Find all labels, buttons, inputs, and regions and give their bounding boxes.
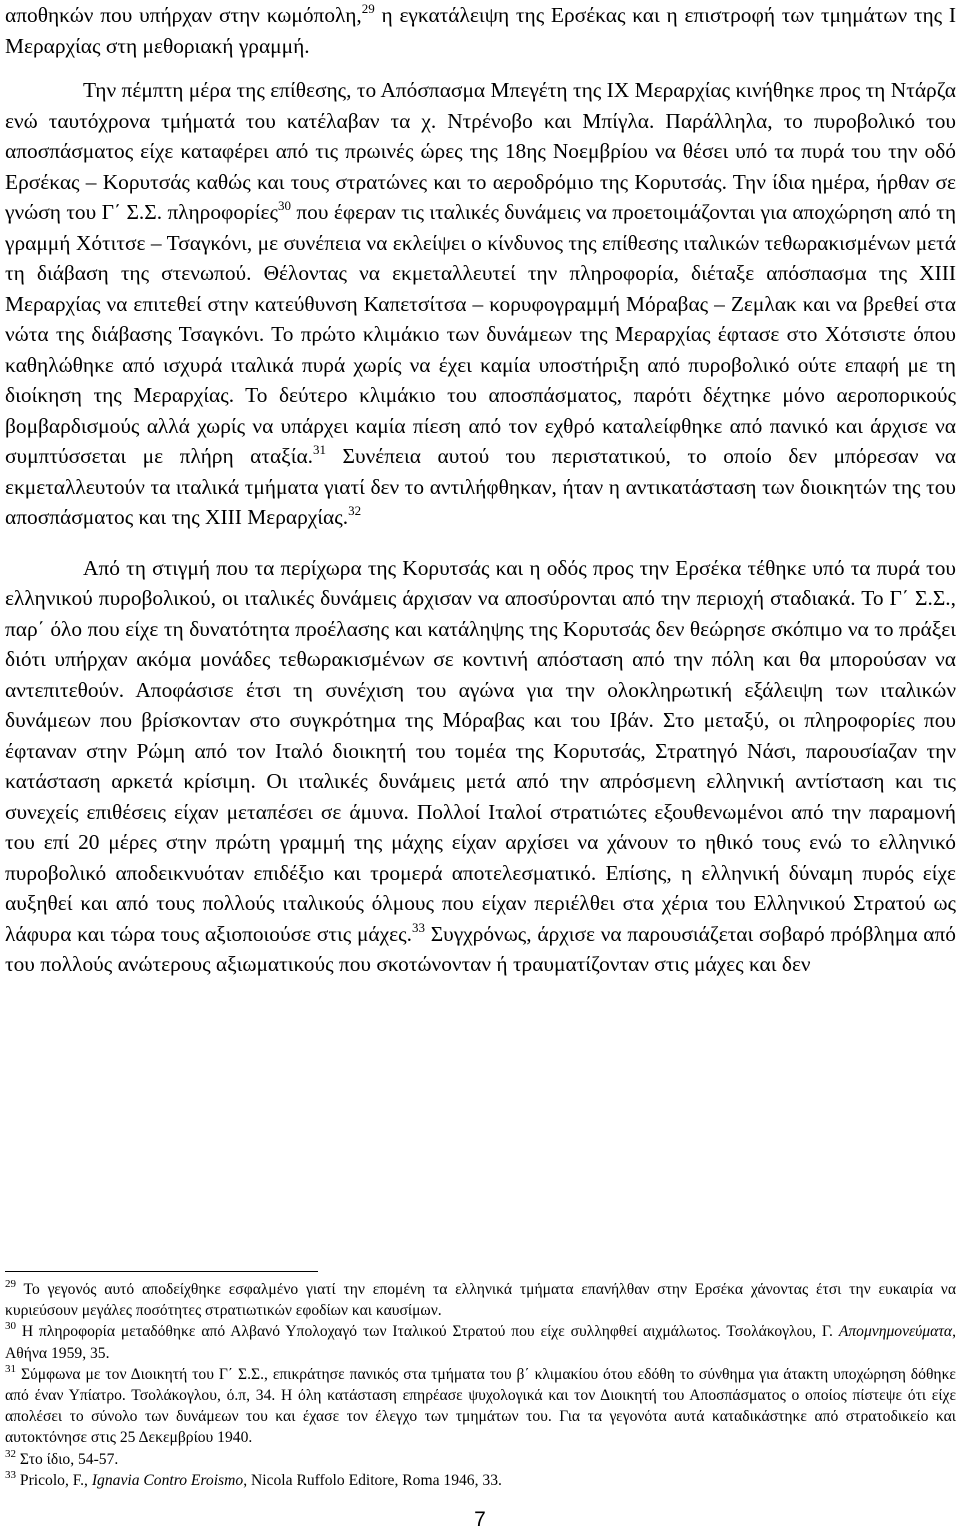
- paragraph-text: Από τη στιγμή που τα περίχωρα της Κορυτσάς και η οδός προς την Ερσέκα τέθηκε υπό τα πυρά του ελληνικού πυροβολικού, οι ιταλικές δυνάμεις άρχισαν να αποσύρονται από την περιοχή σταδιακά. Το Γ΄ Σ.Σ., παρ΄ όλο που είχε τη δυνατότητα προέλασης και κατάληψης της Κορυτσάς δεν θεώρησε σκόπιμο να το πράξει διότι υπήρχαν ακόμα μονάδες τεθωρακισμένων σε κοντινή απόσταση από την πόλη και θα μπορούσαν να αντεπιτεθούν. Αποφάσισε έτσι τη συνέχιση του αγώνα για την ολοκληρωτική εξάλειψη των ιταλικών δυνάμεων που βρίσκονταν στο συγκρότημα της Μόραβας και του Ιβάν. Στο μεταξύ, οι πληροφορίες που έφταναν στην Ρώμη από τον Ιταλό διοικητή του τομέα της Κορυτσάς, Στρατηγό Νάσι, παρουσίαζαν την κατάσταση αρκετά κρίσιμη. Οι ιταλικές δυνάμεις μετά από την απρόσμενη ελληνική αντίσταση και τις συνεχείς επιθέσεις είχαν μεταπέσει σε άμυνα. Πολλοί Ιταλοί στρατιώτες εξουθενωμένοι από την παραμονή του επί 20 μέρες στην πρώτη γραμμή της μάχης είχαν αρχίσει να χάνουν το ηθικό τους ενώ το ελληνικό πυροβολικό αποδεικνυόταν επιδέξιο και τρομερά αποτελεσματικό. Επίσης, η ελληνική δύναμη πυρός είχε αυξηθεί και από τους πολλούς ιταλικούς όλμους που είχαν περιέλθει στα χέρια του Ελληνικού Στρατού ως λάφυρα και τώρα τους αξιοποιούσε στις μάχες.: [5, 555, 956, 946]
- footnote-ref-31[interactable]: 31: [313, 442, 327, 457]
- footnote-book-title: Απομνημονεύματα: [838, 1323, 953, 1341]
- footnote-31: [5, 1364, 956, 1449]
- footnote-ref-29[interactable]: 29: [361, 1, 375, 16]
- page-number: 7: [474, 1508, 486, 1531]
- paragraph-3: [5, 553, 956, 980]
- footnote-number: 32: [5, 1447, 16, 1460]
- footnote-separator: [5, 1271, 318, 1272]
- paragraph-text: Συγχρόνως, άρχισε να παρουσιάζεται σοβαρό πρόβλημα από του πολλούς ανώτερους αξιωματικούς που σκοτώνονταν ή τραυματίζονταν στις μάχες και δεν: [5, 921, 956, 976]
- footnote-29: [5, 1279, 956, 1321]
- paragraph-text: Συνέπεια αυτού του περιστατικού, το οποίο δεν μπόρεσαν να εκμεταλλευτούν τα ιταλικά τμήματα γιατί δεν το αντιλήφθηκαν, ήταν η αντικατάσταση των διοικητών της του αποσπάσματος και της ΧΙΙΙ Μεραρχίας.: [5, 444, 956, 529]
- footnote-number: 30: [5, 1320, 16, 1333]
- paragraph-2: [5, 75, 956, 533]
- paragraph-text: που έφεραν τις ιταλικές δυνάμεις να προετοιμάζονται για αποχώρηση από τη γραμμή Χότιτσε – Τσαγκόνι, με συνέπεια να εκλείψει ο κίνδυνος της επίθεσης ιταλικών τεθωρακισμένων μετά τη διάβαση της στενωπού. Θέλοντας να εκμεταλλευτεί την πληροφορία, διέταξε απόσπασμα της ΧΙΙΙ Μεραρχίας να επιτεθεί στην κατεύθυνση Καπετσίτσα – κορυφογραμμή Μόραβας – Ζεμλακ και να βρεθεί στα νώτα της διάβασης Τσαγκόνι. Το πρώτο κλιμάκιο των δυνάμεων της Μεραρχίας έφτασε στο Χότσιστε όπου καθηλώθηκε από ισχυρά ιταλικά πυρά χωρίς να έχει καμία υποστήριξη από πυροβολικό ούτε επαφή με τη διοίκηση της Μεραρχίας. Το δεύτερο κλιμάκιο του αποσπάσματος, παρότι δέχτηκε μόνο αεροπορικούς βομβαρδισμούς αλλά χωρίς να υπάρχει καμία πίεση από τον εχθρό καταλείφθηκε από πανικό και άρχισε να συμπτύσσεται με πλήρη αταξία.: [5, 200, 957, 468]
- footnote-33: [5, 1470, 956, 1491]
- footnote-text: Στο ίδιο, 54-57.: [16, 1450, 119, 1468]
- footnote-number: 31: [5, 1362, 16, 1375]
- paragraph-text: Την πέμπτη μέρα της επίθεσης, το Απόσπασμα Μπεγέτη της ΙΧ Μεραρχίας κινήθηκε προς τη Ντάρζα ενώ ταυτόχρονα τμήματά του κατέλαβαν τα χ. Ντρένοβο και Μπίγλα. Παράλληλα, το πυροβολικό του αποσπάσματος είχε καταφέρει από τις πρωινές ώρες της 18ης Νοεμβρίου να θέσει υπό τα πυρά του την οδό Ερσέκας – Κορυτσάς καθώς και τους στρατώνες και το αεροδρόμιο της Κορυτσάς. Την ίδια ημέρα, ήρθαν σε γνώση του Γ΄ Σ.Σ. πληροφορίες: [5, 78, 956, 224]
- footnote-text: Pricolo, F.,: [16, 1471, 92, 1489]
- footnotes: [5, 1279, 956, 1491]
- footnote-book-title: Ignavia Contro Eroismo: [91, 1471, 244, 1489]
- footnote-number: 33: [5, 1468, 16, 1481]
- footnote-30: [5, 1321, 956, 1363]
- footnote-ref-30[interactable]: 30: [277, 198, 291, 213]
- footnote-32: [5, 1449, 956, 1470]
- footnote-ref-32[interactable]: 32: [348, 503, 362, 518]
- paragraph-1: [5, 0, 956, 61]
- footnote-text: Το γεγονός αυτό αποδείχθηκε εσφαλμένο γιατί την επομένη τα ελληνικά τμήματα επανήλθαν στην Ερσέκα χάνοντας έτσι την ευκαιρία να κυριεύσουν μεγάλες ποσότητες στρατιωτικών εφοδίων και καυσίμων.: [5, 1281, 956, 1320]
- footnote-text: Σύμφωνα με τον Διοικητή του Γ΄ Σ.Σ., επικράτησε πανικός στα τμήματα του β΄ κλιμακίου ότου εδόθη το σύνθημα για άτακτη υποχώρηση δόθηκε από έναν Υπίατρο. Τσολάκογλου, ό.π, 34. Η όλη κατάσταση επηρέασε ψυχολογικά και τον Διοικητή του Αποσπάσματος ο οποίος πίστεψε ότι είχε απολέσει το σύνολο των δυνάμεων του και έχασε τον έλεγχο των τμημάτων του. Για τα γεγονότα αυτά καταδικάστηκε από στρατοδικείο και αυτοκτόνησε στις 25 Δεκεμβρίου 1940.: [5, 1365, 956, 1447]
- body-text: [5, 0, 956, 980]
- footnote-text: , Nicola Ruffolo Editore, Roma 1946, 33.: [243, 1471, 502, 1489]
- footnote-ref-33[interactable]: 33: [411, 919, 425, 935]
- footnote-text: , Αθήνα 1959, 35.: [5, 1323, 956, 1362]
- footnote-text: Η πληροφορία μεταδόθηκε από Αλβανό Υπολοχαγό των Ιταλικού Στρατού που είχε συλληφθεί αιχμάλωτος. Τσολάκογλου, Γ.: [16, 1323, 839, 1341]
- paragraph-text: η εγκατάλειψη της Ερσέκας και η επιστροφή των τμημάτων της Ι Μεραρχίας στη μεθοριακή γραμμή.: [5, 3, 957, 58]
- paragraph-text: αποθηκών που υπήρχαν στην κωμόπολη,: [5, 3, 362, 27]
- footnote-number: 29: [5, 1278, 16, 1290]
